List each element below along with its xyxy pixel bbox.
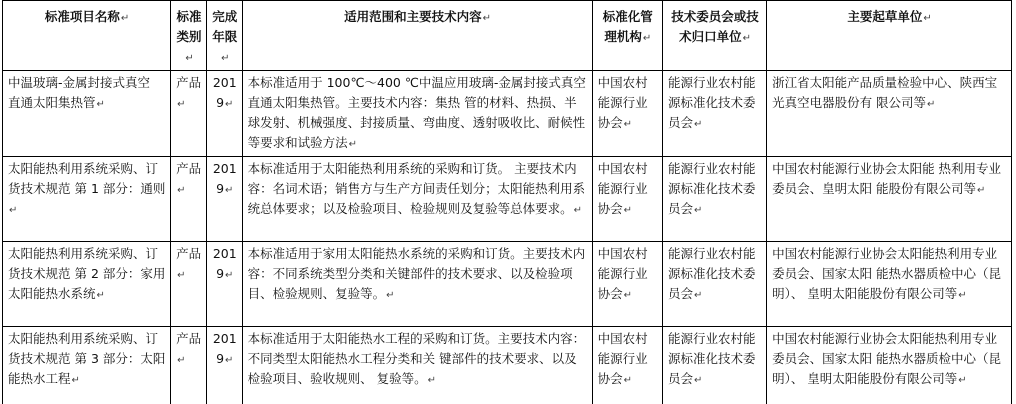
paragraph-mark: ↵ [71,375,80,386]
paragraph-mark: ↵ [120,13,130,24]
cell-drafter: 浙江省太阳能产品质量检验中心、陕西宝光真空电器股份有 限公司等↵ [767,71,1012,157]
cell-category: 产品↵ [171,71,207,157]
cell-year: 2019↵ [206,327,242,404]
cell-standard-name: 中温玻璃-金属封接式真空 直通太阳集热管↵ [3,71,171,157]
table-row [3,242,1012,327]
paragraph-mark: ↵ [623,290,633,301]
table-row [3,71,1012,157]
paragraph-mark: ↵ [958,290,967,301]
header-committee: 技术委员会或技术归口单位↵ [663,1,767,71]
paragraph-mark: ↵ [977,185,986,196]
cell-standard-name: 太阳能热利用系统采购、订货技术规范 第 2 部分：家用太阳能热水系统↵ [3,242,171,327]
table-row [3,157,1012,242]
cell-committee: 能源行业农村能源标准化技术委员会↵ [663,157,767,242]
cell-scope: 本标准适用于太阳能热水工程的采购和订货。主要技术内容：不同类型太阳能热水工程分类和关 键部件的技术要求、以及检验项目、验收规则、 复验等。↵ [242,327,592,404]
cell-scope: 本标准适用于 100℃～400 ℃中温应用玻璃-金属封接式真空直通太阳集热管。主要技术内容：集热 管的材料、热损、半球发射、机械强度、封接质量、弯曲度、透射吸收比、耐候性等要求和试验方法↵ [242,71,592,157]
header-org: 标准化管理机构↵ [592,1,662,71]
paragraph-mark: ↵ [623,375,633,386]
paragraph-mark: ↵ [221,53,230,64]
header-scope: 适用范围和主要技术内容↵ [242,1,592,71]
paragraph-mark: ↵ [225,355,234,366]
cell-scope: 本标准适用于太阳能热利用系统的采购和订货。 主要技术内容：名词术语；销售方与生产方间责任划分；太阳能热利用系统总体要求；以及检验项目、检验规则及复验等总体要求。↵ [242,157,592,242]
paragraph-mark: ↵ [225,270,234,281]
cell-category: 产品↵ [171,327,207,404]
cell-drafter: 中国农村能源行业协会太阳能 热利用专业委员会、皇明太阳 能股份有限公司等↵ [767,157,1012,242]
paragraph-mark: ↵ [623,205,633,216]
cell-drafter: 中国农村能源行业协会太阳能热利用专业委员会、国家太阳 能热水器质检中心（昆明）、 皇明太阳能股份有限公司等↵ [767,242,1012,327]
paragraph-mark: ↵ [348,139,358,150]
paragraph-mark: ↵ [96,99,105,110]
paragraph-mark: ↵ [177,185,186,196]
standards-table [2,0,1012,404]
paragraph-mark: ↵ [694,119,703,130]
paragraph-mark: ↵ [573,205,583,216]
cell-standard-name: 太阳能热利用系统采购、订货技术规范 第 1 部分：通则↵ [3,157,171,242]
cell-committee: 能源行业农村能源标准化技术委员会↵ [663,327,767,404]
paragraph-mark: ↵ [482,13,492,24]
paragraph-mark: ↵ [225,99,234,110]
paragraph-mark: ↵ [225,185,234,196]
header-year: 完成年限↵ [206,1,242,71]
header-standard-name: 标准项目名称↵ [3,1,171,71]
paragraph-mark: ↵ [694,290,703,301]
header-category: 标准类别↵ [171,1,207,71]
cell-category: 产品↵ [171,157,207,242]
paragraph-mark: ↵ [958,375,967,386]
paragraph-mark: ↵ [177,355,186,366]
paragraph-mark: ↵ [177,270,186,281]
cell-org: 中国农村能源行业协会↵ [592,327,662,404]
cell-org: 中国农村能源行业协会↵ [592,157,662,242]
cell-org: 中国农村能源行业协会↵ [592,242,662,327]
paragraph-mark: ↵ [96,290,105,301]
header-drafter: 主要起草单位↵ [767,1,1012,71]
cell-category: 产品↵ [171,242,207,327]
paragraph-mark: ↵ [386,290,395,301]
cell-drafter: 中国农村能源行业协会太阳能热利用专业委员会、国家太阳 能热水器质检中心（昆明）、 皇明太阳能股份有限公司等↵ [767,327,1012,404]
table-header-row [3,1,1012,71]
cell-committee: 能源行业农村能源标准化技术委员会↵ [663,71,767,157]
paragraph-mark: ↵ [694,205,703,216]
paragraph-mark: ↵ [642,33,652,44]
paragraph-mark: ↵ [694,375,703,386]
paragraph-mark: ↵ [427,375,436,386]
cell-year: 2019↵ [206,71,242,157]
paragraph-mark: ↵ [9,205,18,216]
cell-committee: 能源行业农村能源标准化技术委员会↵ [663,242,767,327]
table-row [3,327,1012,404]
paragraph-mark: ↵ [185,53,194,64]
paragraph-mark: ↵ [923,13,932,24]
cell-standard-name: 太阳能热利用系统采购、订货技术规范 第 3 部分：太阳能热水工程↵ [3,327,171,404]
cell-year: 2019↵ [206,242,242,327]
cell-scope: 本标准适用于家用太阳能热水系统的采购和订货。主要技术内容：不同系统类型分类和关键部件的技术要求、以及检验项目、检验规则、复验等。↵ [242,242,592,327]
paragraph-mark: ↵ [742,33,751,44]
paragraph-mark: ↵ [623,119,633,130]
cell-year: 2019↵ [206,157,242,242]
cell-org: 中国农村能源行业协会↵ [592,71,662,157]
paragraph-mark: ↵ [927,99,936,110]
paragraph-mark: ↵ [177,99,186,110]
